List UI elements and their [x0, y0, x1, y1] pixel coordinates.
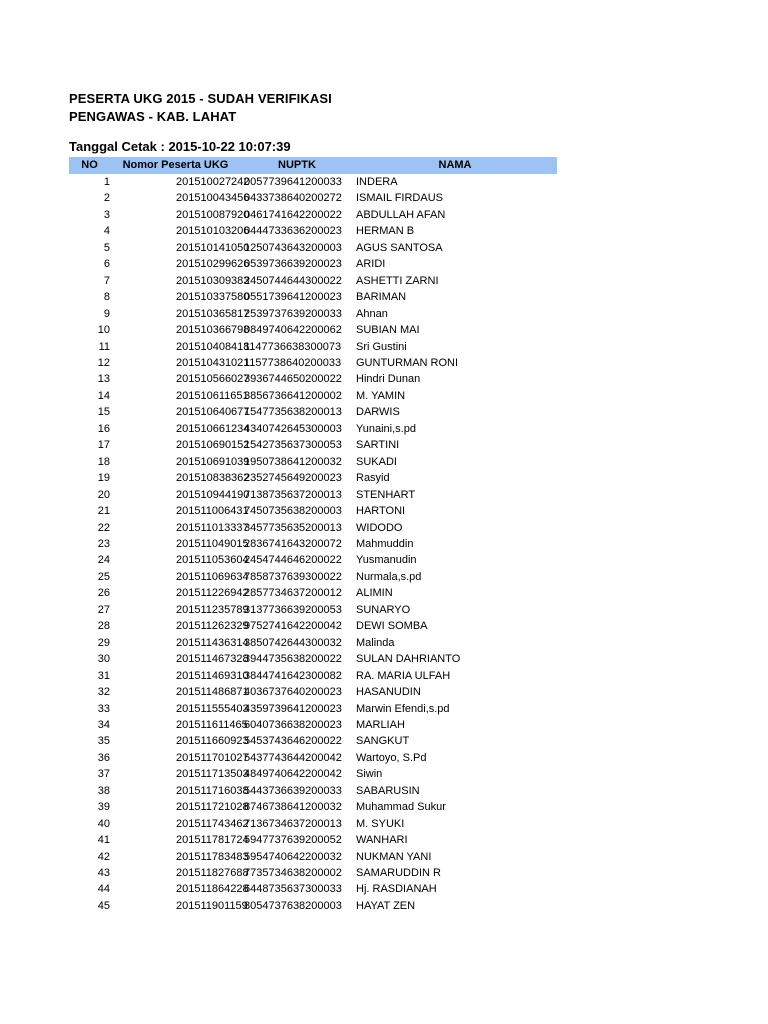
cell-nuptk: 7138735637200013: [244, 488, 342, 501]
cell-nuptk: 0849740642200062: [244, 324, 342, 337]
table-row: [69, 898, 557, 914]
cell-nama: M. SYUKI: [356, 817, 405, 830]
table-row: [69, 684, 557, 700]
column-header-no: NO: [81, 159, 98, 171]
cell-nama: GUNTURMAN RONI: [356, 356, 459, 369]
cell-nuptk: 2454744646200022: [244, 554, 342, 567]
table-row: [69, 470, 557, 486]
table-row: [69, 256, 557, 272]
cell-nomor-peserta: 201511436314: [176, 636, 249, 649]
table-row: [69, 585, 557, 601]
table-row: [69, 750, 557, 766]
cell-no: 7: [103, 274, 110, 287]
cell-no: 15: [97, 406, 110, 419]
cell-nomor-peserta: 201511827688: [176, 867, 249, 880]
cell-no: 23: [97, 537, 110, 550]
table-row: [69, 536, 557, 552]
table-row: [69, 371, 557, 387]
table-row: [69, 602, 557, 618]
cell-nuptk: 6448735637300033: [244, 883, 342, 896]
cell-no: 17: [97, 439, 110, 452]
cell-no: 40: [97, 817, 110, 830]
cell-no: 37: [97, 768, 110, 781]
table-body: [69, 174, 557, 914]
cell-nomor-peserta: 201511235789: [176, 603, 249, 616]
cell-no: 3: [103, 208, 110, 221]
cell-no: 21: [97, 505, 110, 518]
cell-nomor-peserta: 201510103206: [176, 225, 250, 238]
cell-nuptk: 2450744644300022: [244, 274, 342, 287]
cell-nama: STENHART: [356, 488, 416, 501]
cell-nama: HASANUDIN: [356, 686, 421, 699]
table-row: [69, 618, 557, 634]
cell-nomor-peserta: 201511469310: [176, 669, 249, 682]
cell-nama: SAMARUDDIN R: [356, 867, 441, 880]
cell-no: 29: [97, 636, 110, 649]
cell-nama: WANHARI: [356, 834, 408, 847]
cell-nomor-peserta: 201511783483: [176, 850, 249, 863]
cell-nuptk: 5443736639200033: [244, 784, 342, 797]
cell-nuptk: 1542735637300053: [244, 439, 342, 452]
cell-nama: NUKMAN YANI: [356, 850, 432, 863]
table-row: [69, 552, 557, 568]
cell-nuptk: 3850742644300032: [244, 636, 342, 649]
cell-nama: Yusmanudin: [356, 554, 417, 567]
column-header-nuptk: NUPTK: [278, 159, 316, 171]
cell-nama: SABARUSIN: [356, 784, 420, 797]
cell-nomor-peserta: 201511781724: [176, 834, 249, 847]
table-row: [69, 881, 557, 897]
cell-nuptk: 7450735638200003: [244, 505, 342, 518]
cell-no: 42: [97, 850, 110, 863]
cell-nomor-peserta: 201511486871: [176, 686, 249, 699]
cell-no: 14: [97, 389, 110, 402]
cell-no: 26: [97, 587, 110, 600]
cell-nomor-peserta: 201510640677: [176, 406, 250, 419]
cell-nama: Rasyid: [356, 472, 390, 485]
cell-nama: Ahnan: [356, 307, 388, 320]
cell-nomor-peserta: 201511049015: [176, 537, 249, 550]
cell-nama: ASHETTI ZARNI: [356, 274, 439, 287]
cell-nuptk: 3137736639200053: [244, 603, 342, 616]
cell-nomor-peserta: 201511743462: [176, 817, 249, 830]
cell-nama: M. YAMIN: [356, 389, 406, 402]
cell-nomor-peserta: 201511053604: [176, 554, 249, 567]
cell-no: 41: [97, 834, 110, 847]
cell-nomor-peserta: 201510087920: [176, 208, 250, 221]
cell-nuptk: 2352745649200023: [244, 472, 342, 485]
table-row: [69, 355, 557, 371]
cell-nomor-peserta: 201511611465: [176, 718, 248, 731]
cell-nuptk: 0539736639200023: [244, 258, 342, 271]
cell-nomor-peserta: 201511716038: [176, 784, 249, 797]
cell-nama: SARTINI: [356, 439, 400, 452]
cell-nuptk: 1547735638200013: [244, 406, 342, 419]
cell-nuptk: 7858737639300022: [244, 570, 342, 583]
cell-nama: RA. MARIA ULFAH: [356, 669, 451, 682]
cell-no: 10: [97, 324, 110, 337]
cell-no: 39: [97, 801, 110, 814]
table-header: [69, 157, 557, 174]
cell-nomor-peserta: 201511069634: [176, 570, 249, 583]
table-row: [69, 421, 557, 437]
cell-nuptk: 1950738641200032: [244, 455, 342, 468]
cell-nuptk: 1250743643200003: [244, 241, 342, 254]
table-row: [69, 520, 557, 536]
table-row: [69, 273, 557, 289]
cell-nuptk: 4036737640200023: [244, 686, 342, 699]
cell-nomor-peserta: 201510944190: [176, 488, 250, 501]
cell-no: 6: [103, 258, 110, 271]
table-row: [69, 339, 557, 355]
table-row: [69, 766, 557, 782]
cell-no: 36: [97, 751, 110, 764]
cell-nuptk: 7136734637200013: [244, 817, 342, 830]
cell-nomor-peserta: 201510141050: [176, 241, 250, 254]
cell-nama: Marwin Efendi,s.pd: [356, 702, 450, 715]
cell-nomor-peserta: 201510661234: [176, 422, 250, 435]
cell-nomor-peserta: 201510838362: [176, 472, 250, 485]
cell-nama: BARIMAN: [356, 291, 407, 304]
cell-no: 45: [97, 899, 110, 912]
cell-nama: ABDULLAH AFAN: [356, 208, 446, 221]
table-row: [69, 832, 557, 848]
cell-no: 16: [97, 422, 110, 435]
cell-nama: Mahmuddin: [356, 537, 414, 550]
column-header-nomor-peserta: Nomor Peserta UKG: [122, 159, 229, 171]
table-row: [69, 733, 557, 749]
cell-nomor-peserta: 201511226942: [176, 587, 249, 600]
cell-nomor-peserta: 201510691039: [176, 455, 250, 468]
cell-nuptk: 3844741642300082: [244, 669, 342, 682]
cell-nama: Siwin: [356, 768, 383, 781]
cell-no: 27: [97, 603, 110, 616]
table-row: [69, 799, 557, 815]
cell-no: 2: [103, 192, 110, 205]
cell-no: 31: [97, 669, 110, 682]
cell-nuptk: 1157738640200033: [244, 356, 342, 369]
cell-nuptk: 8746738641200032: [244, 801, 342, 814]
cell-nama: Sri Gustini: [356, 340, 407, 353]
cell-no: 25: [97, 570, 110, 583]
cell-nama: HAYAT ZEN: [356, 899, 416, 912]
table-row: [69, 190, 557, 206]
table-row: [69, 223, 557, 239]
cell-nuptk: 2857734637200012: [244, 587, 342, 600]
cell-no: 44: [97, 883, 110, 896]
cell-nomor-peserta: 201510027242: [176, 176, 250, 188]
report-title: PESERTA UKG 2015 - SUDAH VERIFIKASI: [69, 91, 332, 106]
cell-nuptk: 0057739641200033: [244, 176, 342, 188]
cell-no: 12: [97, 356, 110, 369]
table-row: [69, 503, 557, 519]
cell-no: 9: [103, 307, 110, 320]
cell-nuptk: 0551739641200023: [244, 291, 342, 304]
cell-no: 13: [97, 373, 110, 386]
cell-nuptk: 7735734638200002: [244, 867, 342, 880]
cell-nomor-peserta: 201510309383: [176, 274, 250, 287]
cell-nama: ARIDI: [356, 258, 386, 271]
cell-nomor-peserta: 201511467328: [176, 653, 249, 666]
participants-table-container: [69, 157, 557, 914]
cell-no: 30: [97, 653, 110, 666]
table-row: [69, 668, 557, 684]
cell-nuptk: 3856736641200002: [244, 389, 342, 402]
cell-no: 8: [103, 291, 110, 304]
cell-nama: Hj. RASDIANAH: [356, 883, 437, 896]
cell-nama: ISMAIL FIRDAUS: [356, 192, 443, 205]
cell-no: 43: [97, 867, 110, 880]
column-header-nama: NAMA: [438, 159, 472, 171]
cell-no: 24: [97, 554, 110, 567]
cell-no: 18: [97, 455, 110, 468]
table-row: [69, 289, 557, 305]
cell-nomor-peserta: 201510431021: [176, 356, 250, 369]
cell-nama: SULAN DAHRIANTO: [356, 653, 461, 666]
participants-table: [69, 157, 557, 914]
cell-nomor-peserta: 201510365817: [176, 307, 250, 320]
cell-no: 32: [97, 686, 110, 699]
cell-nuptk: 6040736638200023: [244, 718, 342, 731]
cell-nomor-peserta: 201511713503: [176, 768, 249, 781]
cell-nuptk: 5954740642200032: [244, 850, 342, 863]
cell-no: 33: [97, 702, 110, 715]
cell-nuptk: 4340742645300003: [244, 422, 342, 435]
cell-nama: WIDODO: [356, 521, 403, 534]
cell-no: 35: [97, 735, 110, 748]
cell-nuptk: 5947737639200052: [244, 834, 342, 847]
cell-nuptk: 8054737638200003: [244, 899, 342, 912]
table-row: [69, 306, 557, 322]
table-row: [69, 865, 557, 881]
table-row: [69, 849, 557, 865]
cell-nuptk: 9752741642200042: [244, 620, 342, 633]
cell-nuptk: 3936744650200022: [244, 373, 342, 386]
cell-nama: Yunaini,s.pd: [356, 422, 416, 435]
cell-nuptk: 3944735638200022: [244, 653, 342, 666]
table-row: [69, 454, 557, 470]
print-date: Tanggal Cetak : 2015-10-22 10:07:39: [69, 139, 291, 154]
table-row: [69, 635, 557, 651]
cell-nomor-peserta: 201511006431: [176, 505, 249, 518]
cell-no: 19: [97, 472, 110, 485]
cell-no: 22: [97, 521, 110, 534]
cell-nama: SUNARYO: [356, 603, 411, 616]
table-header-row: [69, 157, 557, 174]
cell-nuptk: 0433738640200272: [244, 192, 342, 205]
cell-nomor-peserta: 201511721028: [176, 801, 249, 814]
cell-nomor-peserta: 201510408418: [176, 340, 250, 353]
cell-nomor-peserta: 201511901159: [176, 899, 248, 912]
cell-nama: HARTONI: [356, 505, 406, 518]
table-row: [69, 717, 557, 733]
table-row: [69, 783, 557, 799]
cell-nama: DARWIS: [356, 406, 400, 419]
report-header: [69, 90, 332, 126]
cell-no: 4: [103, 225, 110, 238]
cell-nomor-peserta: 201510566027: [176, 373, 250, 386]
table-row: [69, 174, 557, 190]
table-row: [69, 437, 557, 453]
table-row: [69, 651, 557, 667]
cell-nuptk: 5453743646200022: [244, 735, 342, 748]
cell-nuptk: 0444733636200023: [244, 225, 342, 238]
report-subtitle: PENGAWAS - KAB. LAHAT: [69, 109, 237, 124]
cell-nomor-peserta: 201511262329: [176, 620, 249, 633]
table-row: [69, 322, 557, 338]
cell-no: 38: [97, 784, 110, 797]
cell-no: 20: [97, 488, 110, 501]
cell-nama: SANGKUT: [356, 735, 410, 748]
cell-nuptk: 1147736638300073: [244, 340, 342, 353]
table-row: [69, 207, 557, 223]
cell-nomor-peserta: 201510299626: [176, 258, 250, 271]
cell-nuptk: 2539737639200033: [244, 307, 342, 320]
cell-nomor-peserta: 201511864228: [176, 883, 249, 896]
cell-nama: AGUS SANTOSA: [356, 241, 443, 254]
cell-nama: INDERA: [356, 176, 398, 188]
cell-nuptk: 4359739641200023: [244, 702, 342, 715]
cell-nama: Wartoyo, S.Pd: [356, 751, 427, 764]
cell-nomor-peserta: 201511701027: [176, 751, 249, 764]
table-row: [69, 388, 557, 404]
cell-nomor-peserta: 201510337580: [176, 291, 250, 304]
cell-nama: SUBIAN MAI: [356, 324, 420, 337]
cell-nomor-peserta: 201510611651: [176, 389, 249, 402]
cell-nama: MARLIAH: [356, 718, 405, 731]
cell-nama: Muhammad Sukur: [356, 801, 446, 814]
cell-no: 34: [97, 718, 110, 731]
cell-nuptk: 3457735635200013: [244, 521, 342, 534]
cell-nomor-peserta: 201511013337: [176, 521, 249, 534]
cell-nomor-peserta: 201511660923: [176, 735, 249, 748]
table-row: [69, 240, 557, 256]
cell-nuptk: 5437743644200042: [244, 751, 342, 764]
table-row: [69, 701, 557, 717]
table-row: [69, 816, 557, 832]
cell-nuptk: 4849740642200042: [244, 768, 342, 781]
cell-nomor-peserta: 201511555403: [176, 702, 249, 715]
table-row: [69, 569, 557, 585]
cell-nomor-peserta: 201510043456: [176, 192, 250, 205]
cell-nama: SUKADI: [356, 455, 397, 468]
cell-nama: DEWI SOMBA: [356, 620, 428, 633]
table-row: [69, 404, 557, 420]
cell-no: 11: [98, 340, 110, 353]
cell-nuptk: 0461741642200022: [244, 208, 342, 221]
table-row: [69, 487, 557, 503]
cell-nomor-peserta: 201510690152: [176, 439, 250, 452]
cell-nama: Malinda: [356, 636, 395, 649]
cell-nomor-peserta: 201510366798: [176, 324, 250, 337]
cell-nama: Hindri Dunan: [356, 373, 421, 386]
cell-nama: Nurmala,s.pd: [356, 570, 422, 583]
cell-nuptk: 2836741643200072: [244, 537, 342, 550]
cell-nama: HERMAN B: [356, 225, 415, 238]
cell-no: 5: [103, 241, 110, 254]
cell-no: 1: [103, 176, 110, 188]
cell-no: 28: [97, 620, 110, 633]
cell-nama: ALIMIN: [356, 587, 393, 600]
